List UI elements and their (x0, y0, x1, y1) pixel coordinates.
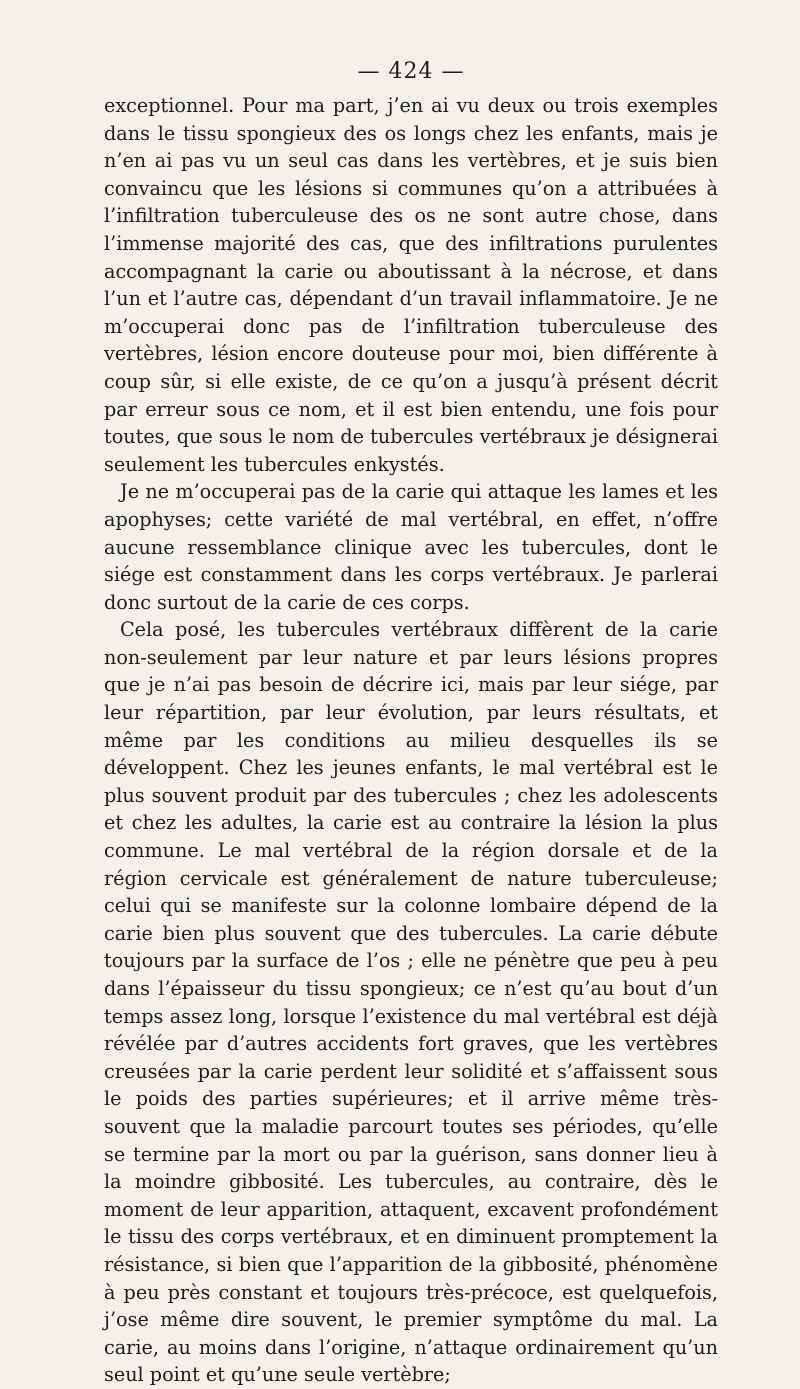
paragraph: exceptionnel. Pour ma part, j’en ai vu deux ou trois exemples dans le tissu spongieux des os longs chez les enfants, mais je n’en ai pas vu un seul cas dans les vertèbres, et je suis bien convaincu que les lésions si communes qu’on a attribuées à l’infiltration tuberculeuse des os ne sont autre chose, dans l’immense majorité des cas, que des infiltrations purulentes accompagnant la carie ou aboutissant à la nécrose, et dans l’un et l’autre cas, dépendant d’un travail inflammatoire. Je ne m’occuperai donc pas de l’infiltration tuberculeuse des vertèbres, lésion encore douteuse pour moi, bien différente à coup sûr, si elle existe, de ce qu’on a jusqu’à présent décrit par erreur sous ce nom, et il est bien entendu, une fois pour toutes, que sous le nom de tubercules vertébraux je désignerai seulement les tubercules enkystés. (104, 94, 718, 476)
paragraph: Je ne m’occuperai pas de la carie qui attaque les lames et les apophyses; cette variété de mal vertébral, en effet, n’offre aucune ressemblance clinique avec les tubercules, dont le siége est constamment dans les corps vertébraux. Je parlerai donc surtout de la carie de ces corps. (104, 480, 718, 614)
page-body (104, 92, 718, 1389)
page-number: — 424 — (357, 59, 465, 84)
paragraph: Cela posé, les tubercules vertébraux diffèrent de la carie non-seulement par leur nature et par leurs lésions propres que je n’ai pas besoin de décrire ici, mais par leur siége, par leur répartition, par leur évolution, par leurs résultats, et même par les conditions au milieu desquelles ils se développent. Chez les jeunes enfants, le mal vertébral est le plus souvent produit par des tubercules ; chez les adolescents et chez les adultes, la carie est au contraire la lésion la plus commune. Le mal vertébral de la région dorsale et de la région cervicale est généralement de nature tuberculeuse; celui qui se manifeste sur la colonne lombaire dépend de la carie bien plus souvent que des tubercules. La carie débute toujours par la surface de l’os ; elle ne pénètre que peu à peu dans l’épaisseur du tissu spongieux; ce n’est qu’au bout d’un temps assez long, lorsque l’existence du mal vertébral est déjà révélée par d’autres accidents fort graves, que les vertèbres creusées par la carie perdent leur solidité et s’affaissent sous le poids des parties supérieures; et il arrive même très-souvent que la maladie parcourt toutes ses périodes, qu’elle se termine par la mort ou par la guérison, sans donner lieu à la moindre gibbosité. Les tubercules, au contraire, dès le moment de leur apparition, attaquent, excavent profondément le tissu des corps vertébraux, et en diminuent promptement la résistance, si bien que l’apparition de la gibbosité, phénomène à peu près constant et toujours très-précoce, est quelquefois, j’ose même dire souvent, le premier symptôme du mal. La carie, au moins dans l’origine, n’attaque ordinairement qu’un seul point et qu’une seule vertèbre; (104, 618, 718, 1387)
